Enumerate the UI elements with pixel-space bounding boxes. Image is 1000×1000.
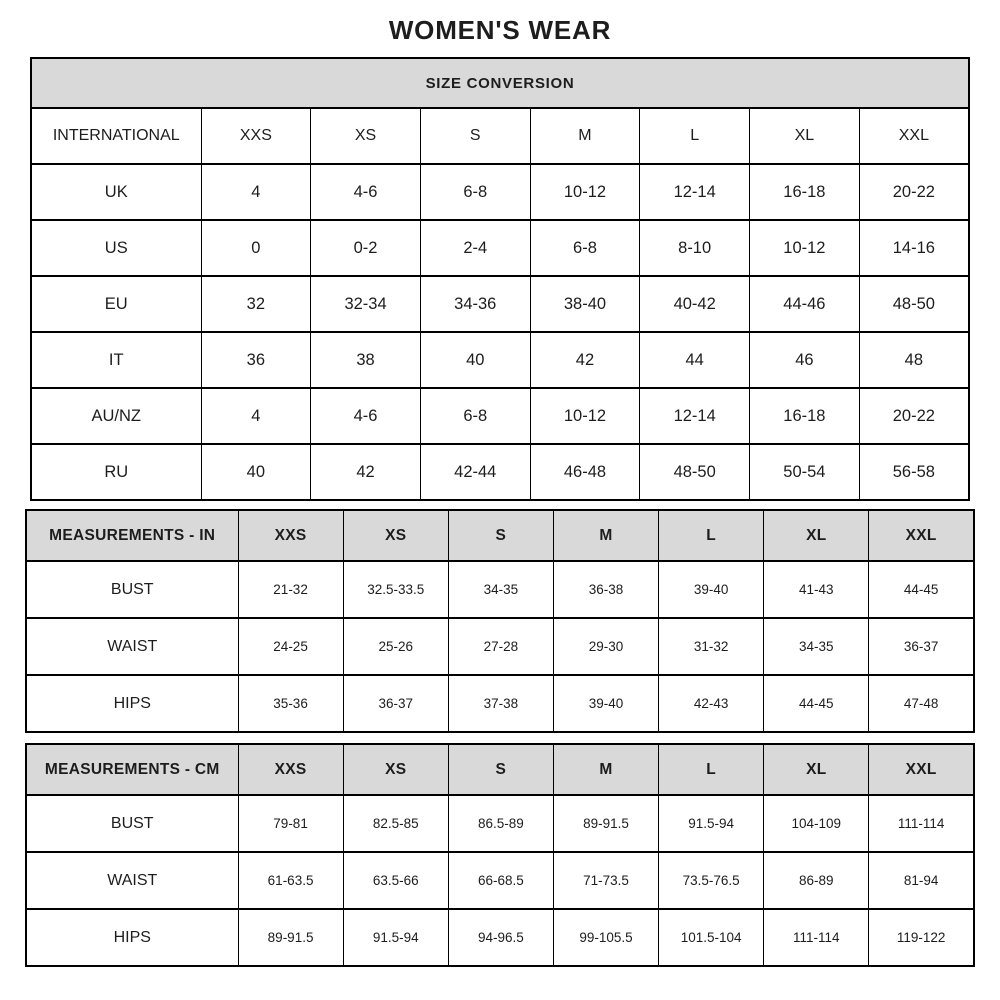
value-cell: 2-4 bbox=[420, 220, 530, 276]
value-cell: 104-109 bbox=[764, 795, 869, 852]
value-cell: 4 bbox=[201, 388, 311, 444]
value-cell: 4 bbox=[201, 164, 311, 220]
value-cell: 94-96.5 bbox=[448, 909, 553, 966]
size-conversion-body bbox=[31, 164, 969, 500]
column-header-xxl: XXL bbox=[869, 510, 974, 561]
value-cell: 32-34 bbox=[311, 276, 421, 332]
value-cell: 66-68.5 bbox=[448, 852, 553, 909]
table-row bbox=[31, 220, 969, 276]
value-cell: 61-63.5 bbox=[238, 852, 343, 909]
value-cell: 56-58 bbox=[859, 444, 969, 500]
value-cell: 10-12 bbox=[750, 220, 860, 276]
value-cell: 44-45 bbox=[764, 675, 869, 732]
measurements-in-header: MEASUREMENTS - IN bbox=[26, 510, 238, 561]
table-row bbox=[26, 852, 974, 909]
value-cell: 89-91.5 bbox=[238, 909, 343, 966]
value-cell: 38 bbox=[311, 332, 421, 388]
size-conversion-header: SIZE CONVERSION bbox=[31, 58, 969, 108]
value-cell: 119-122 bbox=[869, 909, 974, 966]
row-label: BUST bbox=[26, 795, 238, 852]
value-cell: 50-54 bbox=[750, 444, 860, 500]
column-header-xs: XS bbox=[343, 744, 448, 795]
value-cell: 42-44 bbox=[420, 444, 530, 500]
value-cell: 34-36 bbox=[420, 276, 530, 332]
value-cell: 6-8 bbox=[530, 220, 640, 276]
value-cell: 32.5-33.5 bbox=[343, 561, 448, 618]
column-header-xs: XS bbox=[343, 510, 448, 561]
value-cell: 44-46 bbox=[750, 276, 860, 332]
value-cell: 8-10 bbox=[640, 220, 750, 276]
value-cell: 42 bbox=[530, 332, 640, 388]
column-header-l: L bbox=[640, 108, 750, 164]
table-row bbox=[31, 332, 969, 388]
value-cell: 44 bbox=[640, 332, 750, 388]
size-conversion-table bbox=[30, 57, 970, 501]
value-cell: 4-6 bbox=[311, 164, 421, 220]
value-cell: 34-35 bbox=[764, 618, 869, 675]
value-cell: 46 bbox=[750, 332, 860, 388]
value-cell: 12-14 bbox=[640, 164, 750, 220]
value-cell: 101.5-104 bbox=[659, 909, 764, 966]
value-cell: 47-48 bbox=[869, 675, 974, 732]
measurements-in-body bbox=[26, 561, 974, 732]
table-row bbox=[31, 444, 969, 500]
column-header-international: INTERNATIONAL bbox=[31, 108, 201, 164]
column-header-xl: XL bbox=[750, 108, 860, 164]
measurements-cm-header: MEASUREMENTS - CM bbox=[26, 744, 238, 795]
column-header-l: L bbox=[659, 744, 764, 795]
value-cell: 10-12 bbox=[530, 388, 640, 444]
value-cell: 35-36 bbox=[238, 675, 343, 732]
value-cell: 37-38 bbox=[448, 675, 553, 732]
measurements-cm-body bbox=[26, 795, 974, 966]
value-cell: 111-114 bbox=[869, 795, 974, 852]
row-label: HIPS bbox=[26, 909, 238, 966]
value-cell: 20-22 bbox=[859, 164, 969, 220]
column-header-s: S bbox=[420, 108, 530, 164]
value-cell: 63.5-66 bbox=[343, 852, 448, 909]
column-header-xxl: XXL bbox=[859, 108, 969, 164]
value-cell: 40-42 bbox=[640, 276, 750, 332]
measurements-cm-table bbox=[25, 743, 975, 967]
table-row bbox=[26, 795, 974, 852]
value-cell: 36-37 bbox=[343, 675, 448, 732]
value-cell: 99-105.5 bbox=[553, 909, 658, 966]
value-cell: 21-32 bbox=[238, 561, 343, 618]
value-cell: 4-6 bbox=[311, 388, 421, 444]
value-cell: 79-81 bbox=[238, 795, 343, 852]
value-cell: 44-45 bbox=[869, 561, 974, 618]
column-header-l: L bbox=[659, 510, 764, 561]
column-header-row bbox=[31, 108, 969, 164]
value-cell: 48 bbox=[859, 332, 969, 388]
column-header-xl: XL bbox=[764, 744, 869, 795]
row-label: IT bbox=[31, 332, 201, 388]
column-header-m: M bbox=[553, 744, 658, 795]
column-header-s: S bbox=[448, 744, 553, 795]
value-cell: 36-38 bbox=[553, 561, 658, 618]
value-cell: 12-14 bbox=[640, 388, 750, 444]
column-header-row bbox=[26, 744, 974, 795]
value-cell: 40 bbox=[420, 332, 530, 388]
column-header-m: M bbox=[553, 510, 658, 561]
row-label: WAIST bbox=[26, 618, 238, 675]
table-row bbox=[26, 909, 974, 966]
table-row bbox=[31, 164, 969, 220]
value-cell: 10-12 bbox=[530, 164, 640, 220]
table-row bbox=[26, 675, 974, 732]
row-label: EU bbox=[31, 276, 201, 332]
value-cell: 0 bbox=[201, 220, 311, 276]
page-title: WOMEN'S WEAR bbox=[388, 15, 612, 45]
value-cell: 48-50 bbox=[859, 276, 969, 332]
value-cell: 39-40 bbox=[659, 561, 764, 618]
value-cell: 6-8 bbox=[420, 164, 530, 220]
value-cell: 16-18 bbox=[750, 388, 860, 444]
value-cell: 91.5-94 bbox=[659, 795, 764, 852]
row-label: BUST bbox=[26, 561, 238, 618]
column-header-xxs: XXS bbox=[201, 108, 311, 164]
measurements-in-table bbox=[25, 509, 975, 733]
value-cell: 36-37 bbox=[869, 618, 974, 675]
value-cell: 14-16 bbox=[859, 220, 969, 276]
value-cell: 27-28 bbox=[448, 618, 553, 675]
value-cell: 41-43 bbox=[764, 561, 869, 618]
row-label: US bbox=[31, 220, 201, 276]
value-cell: 111-114 bbox=[764, 909, 869, 966]
row-label: UK bbox=[31, 164, 201, 220]
value-cell: 42-43 bbox=[659, 675, 764, 732]
value-cell: 36 bbox=[201, 332, 311, 388]
value-cell: 71-73.5 bbox=[553, 852, 658, 909]
value-cell: 91.5-94 bbox=[343, 909, 448, 966]
value-cell: 48-50 bbox=[640, 444, 750, 500]
row-label: WAIST bbox=[26, 852, 238, 909]
table-row bbox=[26, 561, 974, 618]
value-cell: 39-40 bbox=[553, 675, 658, 732]
column-header-row bbox=[26, 510, 974, 561]
column-header-s: S bbox=[448, 510, 553, 561]
table-row bbox=[31, 388, 969, 444]
value-cell: 34-35 bbox=[448, 561, 553, 618]
column-header-m: M bbox=[530, 108, 640, 164]
column-header-xxl: XXL bbox=[869, 744, 974, 795]
value-cell: 0-2 bbox=[311, 220, 421, 276]
column-header-xxs: XXS bbox=[238, 744, 343, 795]
value-cell: 6-8 bbox=[420, 388, 530, 444]
value-cell: 31-32 bbox=[659, 618, 764, 675]
row-label: AU/NZ bbox=[31, 388, 201, 444]
value-cell: 42 bbox=[311, 444, 421, 500]
value-cell: 82.5-85 bbox=[343, 795, 448, 852]
value-cell: 32 bbox=[201, 276, 311, 332]
value-cell: 86-89 bbox=[764, 852, 869, 909]
table-row bbox=[26, 618, 974, 675]
value-cell: 86.5-89 bbox=[448, 795, 553, 852]
value-cell: 46-48 bbox=[530, 444, 640, 500]
value-cell: 40 bbox=[201, 444, 311, 500]
value-cell: 29-30 bbox=[553, 618, 658, 675]
row-label: RU bbox=[31, 444, 201, 500]
value-cell: 73.5-76.5 bbox=[659, 852, 764, 909]
value-cell: 25-26 bbox=[343, 618, 448, 675]
value-cell: 89-91.5 bbox=[553, 795, 658, 852]
value-cell: 38-40 bbox=[530, 276, 640, 332]
table-row bbox=[31, 276, 969, 332]
value-cell: 20-22 bbox=[859, 388, 969, 444]
value-cell: 16-18 bbox=[750, 164, 860, 220]
column-header-xl: XL bbox=[764, 510, 869, 561]
row-label: HIPS bbox=[26, 675, 238, 732]
value-cell: 81-94 bbox=[869, 852, 974, 909]
value-cell: 24-25 bbox=[238, 618, 343, 675]
column-header-xxs: XXS bbox=[238, 510, 343, 561]
size-chart-page bbox=[0, 15, 1000, 967]
table-band-row bbox=[31, 58, 969, 108]
column-header-xs: XS bbox=[311, 108, 421, 164]
